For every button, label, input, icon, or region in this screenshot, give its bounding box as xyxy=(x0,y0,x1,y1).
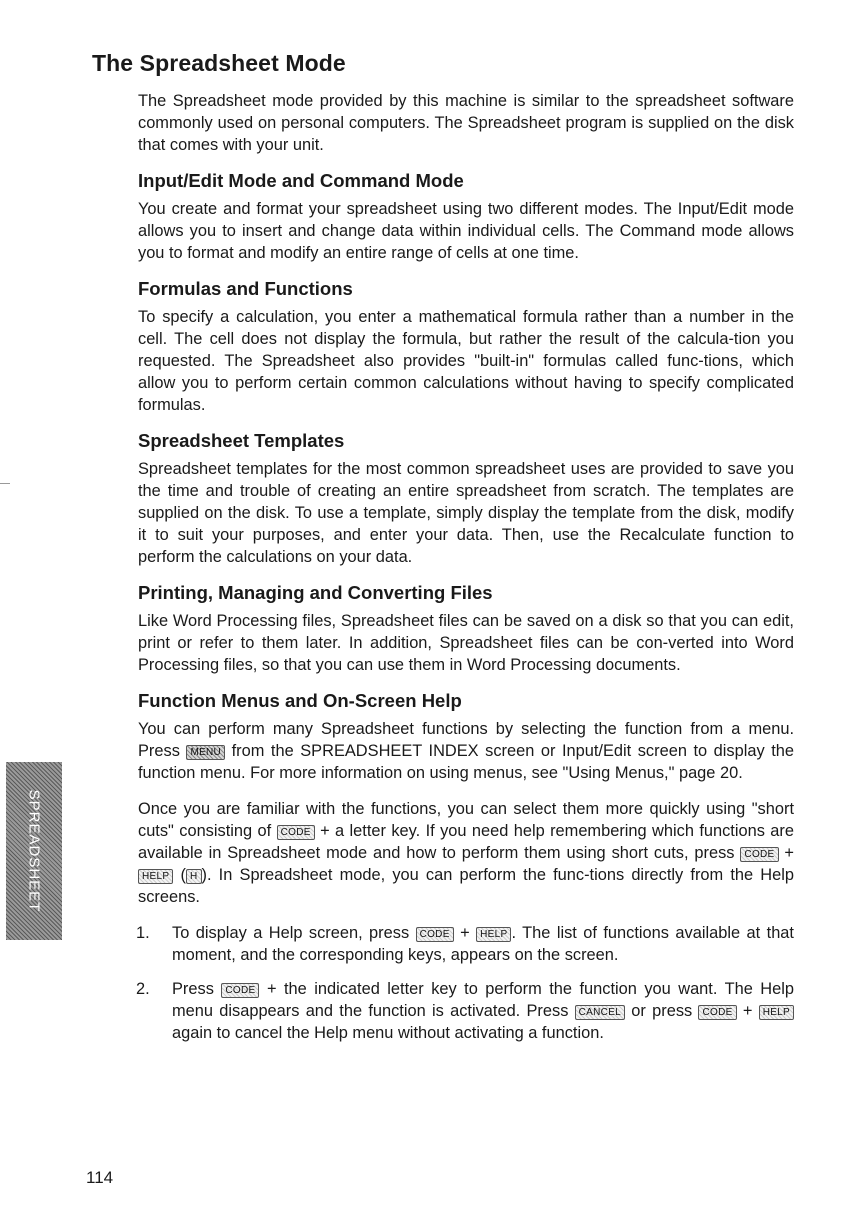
heading-templates: Spreadsheet Templates xyxy=(138,430,345,451)
h-key-icon: H xyxy=(186,869,202,884)
side-tab-label: SPREADSHEET xyxy=(25,789,43,913)
document-body xyxy=(138,90,794,1056)
help-steps-list xyxy=(138,922,794,1044)
formulas-paragraph: To specify a calculation, you enter a mathematical formula rather than a number in the cell. The cell does not display the formula, but rather the result of the calcula-tion you requested. The Spreadsheet also provides "built-in" formulas called func-tions, which allow you to perform certain common calculations without having to specify complicated formulas. xyxy=(138,308,794,414)
text-run: Once you are familiar with the functions, you can select them more quickly using "short cuts" consisting of xyxy=(138,800,794,840)
text-run: ( xyxy=(180,866,186,884)
function-menus-paragraph-1 xyxy=(138,718,794,784)
text-run: + the indicated letter key to perform the function you want. The Help menu disappears and the function is activated. Press xyxy=(172,980,794,1020)
heading-input-edit: Input/Edit Mode and Command Mode xyxy=(138,170,464,191)
text-run: from the SPREADSHEET INDEX screen or Input/Edit screen to display the function menu. For more information on using menus, see "Using Menus," page 20. xyxy=(138,742,794,782)
code-key-icon: CODE xyxy=(416,927,454,942)
heading-function-menus: Function Menus and On-Screen Help xyxy=(138,690,462,711)
text-run: again to cancel the Help menu without activating a function. xyxy=(172,1024,604,1042)
text-run: + xyxy=(784,844,794,862)
printing-paragraph: Like Word Processing files, Spreadsheet files can be saved on a disk so that you can edit, print or refer to them later. In addition, Spreadsheet files can be con-verted into Word Processing files, so that you can use them in Word Processing documents. xyxy=(138,612,794,674)
help-key-icon: HELP xyxy=(759,1005,794,1020)
page-edge-mark xyxy=(0,483,10,484)
list-number: 1. xyxy=(136,924,150,942)
page-title: The Spreadsheet Mode xyxy=(92,50,346,76)
text-run: Press xyxy=(172,980,214,998)
text-run: + a letter key. If you need help remembering which functions are available in Spreadsheet mode and how to perform them using short cuts, press xyxy=(138,822,794,862)
code-key-icon: CODE xyxy=(277,825,315,840)
side-tab xyxy=(6,762,62,940)
help-key-icon: HELP xyxy=(476,927,511,942)
text-run: . The list of functions available at that moment, and the corresponding keys, appears on the screen. xyxy=(172,924,794,964)
text-run: + xyxy=(742,1002,753,1020)
list-number: 2. xyxy=(136,980,150,998)
list-item xyxy=(138,978,794,1044)
text-run: To display a Help screen, press xyxy=(172,924,410,942)
help-key-icon: HELP xyxy=(138,869,173,884)
code-key-icon: CODE xyxy=(740,847,778,862)
page-number: 114 xyxy=(86,1168,114,1187)
intro-paragraph: The Spreadsheet mode provided by this machine is similar to the spreadsheet software commonly used on personal computers. The Spreadsheet program is supplied on the disk that comes with your unit. xyxy=(138,92,794,154)
text-run: + xyxy=(460,924,470,942)
menu-key-icon: MENU xyxy=(186,745,225,760)
code-key-icon: CODE xyxy=(221,983,259,998)
function-menus-paragraph-2 xyxy=(138,798,794,908)
list-item xyxy=(138,922,794,966)
heading-formulas: Formulas and Functions xyxy=(138,278,353,299)
templates-paragraph: Spreadsheet templates for the most common spreadsheet uses are provided to save you the time and trouble of creating an entire spreadsheet from scratch. The templates are supplied on the disk. To use a template, simply display the template from the disk, modify it to suit your purposes, and enter your data. Then, use the Recalculate function to perform the calculations on your data. xyxy=(138,460,794,566)
text-run: or press xyxy=(631,1002,693,1020)
code-key-icon: CODE xyxy=(698,1005,736,1020)
text-run: ). In Spreadsheet mode, you can perform the func-tions directly from the Help screens. xyxy=(138,866,794,906)
heading-printing: Printing, Managing and Converting Files xyxy=(138,582,493,603)
text-run: You can perform many Spreadsheet functions by selecting the function from a menu. Press xyxy=(138,720,794,760)
cancel-key-icon: CANCEL xyxy=(575,1005,625,1020)
input-edit-paragraph: You create and format your spreadsheet using two different modes. The Input/Edit mode allows you to insert and change data within individual cells. The Command mode allows you to format and modify an entire range of cells at one time. xyxy=(138,200,794,262)
